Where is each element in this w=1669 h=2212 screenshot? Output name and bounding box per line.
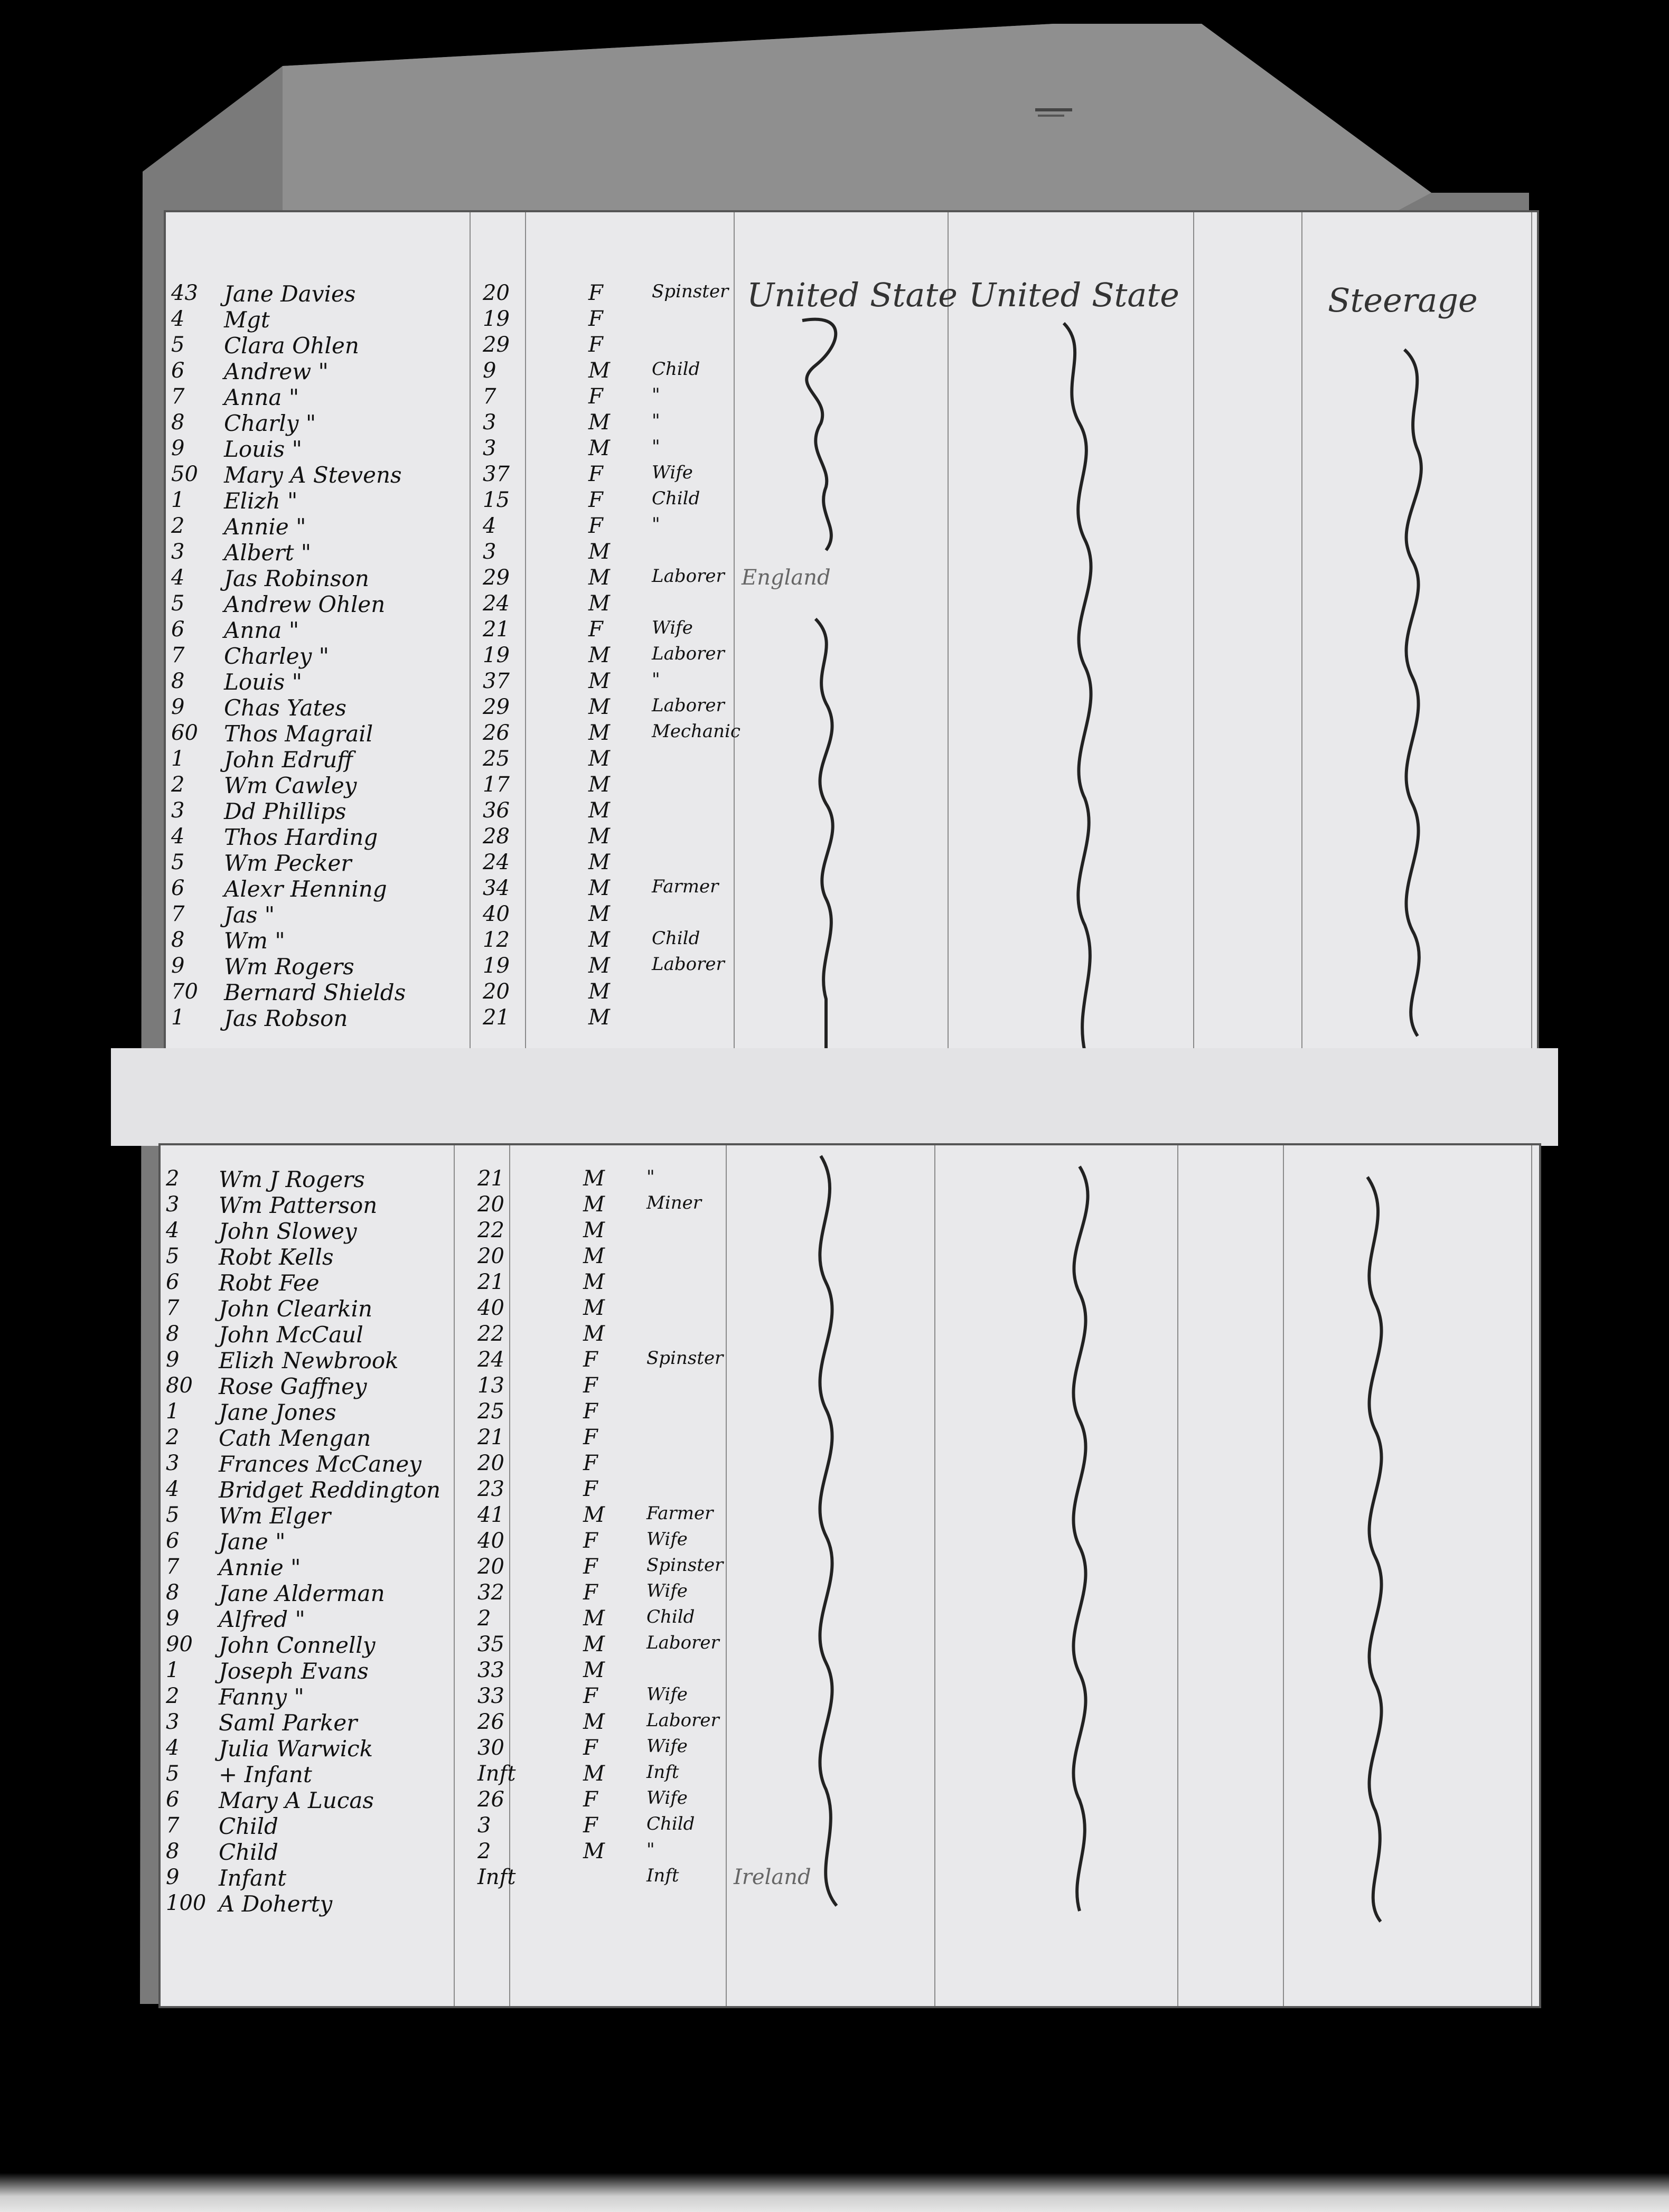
passenger-age: 23	[477, 1477, 504, 1501]
passenger-sex: F	[588, 488, 603, 512]
passenger-name: Robt Kells	[219, 1244, 334, 1270]
passenger-name: Wm Pecker	[224, 850, 352, 876]
passenger-sex: F	[588, 281, 603, 305]
passenger-name: Joseph Evans	[219, 1658, 369, 1684]
passenger-sex: M	[588, 850, 610, 874]
passenger-age: 2	[477, 1839, 491, 1863]
row-number: 6	[166, 1270, 180, 1294]
passenger-age: 20	[477, 1244, 504, 1268]
passenger-sex: M	[583, 1244, 605, 1268]
passenger-age: 3	[483, 410, 496, 435]
passenger-name: Elizh "	[224, 488, 298, 514]
passenger-sex: F	[583, 1399, 598, 1424]
passenger-sex: M	[588, 643, 610, 667]
passenger-occupation: Laborer	[646, 1632, 719, 1653]
row-number: 6	[166, 1529, 180, 1553]
passenger-age: 22	[477, 1322, 504, 1346]
passenger-age: 37	[483, 462, 510, 486]
passenger-age: 32	[477, 1580, 504, 1605]
passenger-sex: F	[583, 1373, 598, 1398]
passenger-age: 3	[477, 1813, 491, 1838]
passenger-age: 21	[477, 1270, 504, 1294]
passenger-age: 28	[483, 824, 510, 849]
passenger-age: 19	[483, 954, 510, 978]
passenger-name: Jas "	[224, 902, 275, 928]
row-number: 7	[171, 902, 185, 926]
passenger-age: 40	[477, 1296, 504, 1320]
passenger-name: John Connelly	[219, 1632, 376, 1658]
passenger-age: 34	[483, 876, 510, 900]
passenger-sex: F	[583, 1555, 598, 1579]
row-number: 1	[171, 1005, 185, 1030]
passenger-age: 29	[483, 566, 510, 590]
passenger-age: 33	[477, 1658, 504, 1682]
passenger-age: 21	[483, 1005, 510, 1030]
passenger-name: Jane Jones	[219, 1399, 336, 1425]
header-country-origin: United State	[747, 276, 958, 314]
row-number: 4	[166, 1736, 180, 1760]
passenger-age: 26	[477, 1787, 504, 1812]
passenger-sex: M	[583, 1762, 605, 1786]
passenger-name: A Doherty	[219, 1891, 333, 1917]
row-number: 3	[166, 1710, 180, 1734]
passenger-age: 37	[483, 669, 510, 693]
row-number: 8	[166, 1580, 180, 1605]
passenger-name: Jane Alderman	[219, 1580, 385, 1606]
row-number: 2	[166, 1166, 180, 1191]
passenger-age: 19	[483, 643, 510, 667]
passenger-age: 9	[483, 359, 496, 383]
row-number: 9	[171, 695, 185, 719]
passenger-sex: M	[588, 591, 610, 616]
passenger-sex: F	[583, 1787, 598, 1812]
passenger-age: 33	[477, 1684, 504, 1708]
row-number: 6	[171, 617, 185, 642]
passenger-name: Annie "	[219, 1555, 301, 1580]
row-number: 1	[166, 1399, 180, 1424]
passenger-age: 13	[477, 1373, 504, 1398]
passenger-sex: M	[588, 980, 610, 1004]
row-number: 1	[171, 747, 185, 771]
passenger-name: Bernard Shields	[224, 980, 406, 1005]
passenger-name: Bridget Reddington	[219, 1477, 441, 1503]
passenger-sex: M	[588, 773, 610, 797]
passenger-sex: M	[583, 1270, 605, 1294]
passenger-sex: M	[588, 540, 610, 564]
passenger-sex: F	[588, 333, 603, 357]
passenger-occupation: Inft	[646, 1762, 679, 1783]
passenger-occupation: "	[652, 514, 660, 535]
passenger-sex: M	[588, 928, 610, 952]
passenger-age: 20	[483, 980, 510, 1004]
passenger-sex: M	[583, 1322, 605, 1346]
passenger-age: 26	[477, 1710, 504, 1734]
passenger-occupation: Wife	[646, 1736, 688, 1757]
passenger-sex: M	[583, 1710, 605, 1734]
passenger-name: Dd Phillips	[224, 798, 346, 824]
row-number: 7	[171, 643, 185, 667]
passenger-name: Frances McCaney	[219, 1451, 421, 1477]
passenger-sex: M	[588, 359, 610, 383]
row-number: 5	[166, 1503, 180, 1527]
header-country-destination: United State	[969, 276, 1179, 314]
passenger-age: 21	[477, 1166, 504, 1191]
row-number: 50	[171, 462, 198, 486]
passenger-name: Wm Cawley	[224, 773, 357, 798]
passenger-sex: F	[583, 1477, 598, 1501]
row-number: 4	[171, 307, 185, 331]
row-number: 6	[166, 1787, 180, 1812]
passenger-name: Alfred "	[219, 1606, 305, 1632]
passenger-sex: M	[588, 747, 610, 771]
row-number: 2	[166, 1684, 180, 1708]
passenger-age: 40	[477, 1529, 504, 1553]
passenger-age: 2	[477, 1606, 491, 1631]
passenger-age: 21	[477, 1425, 504, 1449]
passenger-name: Child	[219, 1839, 278, 1865]
passenger-age: 17	[483, 773, 510, 797]
passenger-occupation: "	[652, 384, 660, 406]
passenger-occupation: Child	[652, 359, 700, 380]
passenger-sex: M	[583, 1658, 605, 1682]
passenger-age: 40	[483, 902, 510, 926]
passenger-occupation: Spinster	[646, 1348, 724, 1369]
passenger-country: England	[742, 566, 831, 590]
passenger-age: 26	[483, 721, 510, 745]
passenger-age: 21	[483, 617, 510, 642]
passenger-occupation: "	[652, 410, 660, 431]
passenger-occupation: Child	[652, 928, 700, 949]
row-number: 1	[166, 1658, 180, 1682]
row-number: 2	[166, 1425, 180, 1449]
passenger-occupation: Wife	[646, 1580, 688, 1602]
passenger-age: 29	[483, 333, 510, 357]
passenger-age: 7	[483, 384, 496, 409]
passenger-name: John Edruff	[224, 747, 353, 773]
passenger-sex: M	[583, 1192, 605, 1217]
passenger-age: 22	[477, 1218, 504, 1243]
passenger-name: Saml Parker	[219, 1710, 358, 1736]
passenger-occupation: Farmer	[646, 1503, 714, 1524]
row-number: 8	[171, 928, 185, 952]
passenger-sex: M	[583, 1218, 605, 1243]
passenger-name: Rose Gaffney	[219, 1373, 367, 1399]
row-number: 8	[166, 1322, 180, 1346]
passenger-sex: M	[583, 1839, 605, 1863]
passenger-age: Inft	[477, 1762, 516, 1786]
passenger-age: 24	[483, 591, 510, 616]
passenger-name: Andrew "	[224, 359, 329, 384]
passenger-name: Jas Robson	[224, 1005, 348, 1031]
passenger-name: Wm J Rogers	[219, 1166, 365, 1192]
row-number: 5	[166, 1762, 180, 1786]
row-number: 9	[166, 1348, 180, 1372]
row-number: 9	[171, 954, 185, 978]
passenger-name: John Slowey	[219, 1218, 357, 1244]
passenger-occupation: Inft	[646, 1865, 679, 1886]
passenger-age: 4	[483, 514, 496, 538]
passenger-name: Child	[219, 1813, 278, 1839]
row-number: 6	[171, 359, 185, 383]
passenger-age: 36	[483, 798, 510, 823]
passenger-age: 24	[477, 1348, 504, 1372]
row-number: 100	[166, 1891, 207, 1915]
passenger-name: Jas Robinson	[224, 566, 369, 591]
passenger-sex: M	[588, 902, 610, 926]
row-number: 8	[171, 410, 185, 435]
passenger-occupation: Child	[646, 1606, 695, 1627]
passenger-name: Julia Warwick	[219, 1736, 373, 1762]
passenger-name: Jane "	[219, 1529, 286, 1555]
passenger-sex: M	[588, 954, 610, 978]
passenger-sex: M	[588, 436, 610, 460]
row-number: 4	[166, 1218, 180, 1243]
passenger-sex: F	[583, 1348, 598, 1372]
passenger-age: Inft	[477, 1865, 516, 1889]
passenger-occupation: Miner	[646, 1192, 701, 1213]
ditto-mark-line	[166, 212, 1537, 1052]
passenger-age: 15	[483, 488, 510, 512]
passenger-occupation: Laborer	[652, 695, 725, 716]
passenger-occupation: "	[652, 669, 660, 690]
passenger-occupation: Child	[652, 488, 700, 509]
passenger-occupation: "	[646, 1839, 655, 1860]
manifest-page-top	[164, 210, 1539, 1054]
passenger-sex: M	[588, 669, 610, 693]
ditto-mark-line	[161, 1145, 1539, 2006]
passenger-name: Thos Magrail	[224, 721, 373, 747]
passenger-sex: M	[583, 1632, 605, 1656]
row-number: 60	[171, 721, 198, 745]
passenger-occupation: "	[652, 436, 660, 457]
passenger-name: Robt Fee	[219, 1270, 320, 1296]
row-number: 7	[171, 384, 185, 409]
passenger-occupation: Wife	[646, 1529, 688, 1550]
passenger-name: Louis "	[224, 436, 302, 462]
passenger-name: John Clearkin	[219, 1296, 373, 1322]
passenger-age: 30	[477, 1736, 504, 1760]
passenger-sex: F	[583, 1451, 598, 1475]
passenger-sex: M	[588, 721, 610, 745]
passenger-occupation: Laborer	[646, 1710, 719, 1731]
passenger-sex: M	[588, 695, 610, 719]
passenger-age: 12	[483, 928, 510, 952]
row-number: 2	[171, 773, 185, 797]
passenger-name: Mgt	[224, 307, 270, 333]
passenger-age: 25	[477, 1399, 504, 1424]
passenger-sex: F	[588, 514, 603, 538]
passenger-occupation: Spinster	[652, 281, 729, 302]
passenger-occupation: Spinster	[646, 1555, 724, 1576]
passenger-name: John McCaul	[219, 1322, 363, 1348]
row-number: 5	[166, 1244, 180, 1268]
row-number: 8	[166, 1839, 180, 1863]
passenger-age: 20	[477, 1555, 504, 1579]
passenger-name: Andrew Ohlen	[224, 591, 386, 617]
passenger-sex: M	[583, 1606, 605, 1631]
passenger-name: Wm "	[224, 928, 285, 954]
passenger-country: Ireland	[734, 1865, 811, 1889]
passenger-occupation: Child	[646, 1813, 695, 1834]
row-number: 5	[171, 333, 185, 357]
header-class: Steerage	[1328, 281, 1478, 319]
passenger-occupation: "	[646, 1166, 655, 1188]
passenger-name: Fanny "	[219, 1684, 304, 1710]
row-number: 3	[166, 1192, 180, 1217]
passenger-name: Charly "	[224, 410, 316, 436]
passenger-age: 35	[477, 1632, 504, 1656]
row-number: 9	[166, 1606, 180, 1631]
passenger-name: Anna "	[224, 384, 299, 410]
binding-gap	[111, 1048, 1558, 1146]
row-number: 4	[171, 566, 185, 590]
passenger-name: Wm Elger	[219, 1503, 331, 1529]
passenger-name: Annie "	[224, 514, 306, 540]
row-number: 3	[171, 798, 185, 823]
row-number: 9	[166, 1865, 180, 1889]
passenger-name: Elizh Newbrook	[219, 1348, 399, 1373]
passenger-name: Chas Yates	[224, 695, 346, 721]
passenger-occupation: Wife	[646, 1684, 688, 1705]
row-number: 4	[171, 824, 185, 849]
passenger-sex: M	[583, 1296, 605, 1320]
row-number: 9	[171, 436, 185, 460]
passenger-sex: M	[588, 798, 610, 823]
row-number: 3	[166, 1451, 180, 1475]
passenger-sex: M	[588, 876, 610, 900]
passenger-occupation: Laborer	[652, 954, 725, 975]
passenger-sex: M	[583, 1503, 605, 1527]
passenger-name: Clara Ohlen	[224, 333, 359, 359]
passenger-name: Anna "	[224, 617, 299, 643]
passenger-sex: F	[583, 1813, 598, 1838]
row-number: 70	[171, 980, 198, 1004]
passenger-age: 20	[477, 1451, 504, 1475]
row-number: 5	[171, 591, 185, 616]
passenger-occupation: Wife	[646, 1787, 688, 1809]
row-number: 5	[171, 850, 185, 874]
manifest-page-bottom	[158, 1143, 1541, 2008]
row-number: 8	[171, 669, 185, 693]
passenger-sex: F	[583, 1580, 598, 1605]
passenger-age: 25	[483, 747, 510, 771]
passenger-occupation: Laborer	[652, 643, 725, 664]
passenger-sex: F	[588, 617, 603, 642]
passenger-name: Mary A Lucas	[219, 1787, 374, 1813]
passenger-occupation: Laborer	[652, 566, 725, 587]
row-number: 43	[171, 281, 198, 305]
passenger-age: 20	[483, 281, 510, 305]
passenger-name: Alexr Henning	[224, 876, 387, 902]
passenger-occupation: Wife	[652, 462, 693, 483]
passenger-age: 3	[483, 436, 496, 460]
passenger-sex: M	[583, 1166, 605, 1191]
passenger-name: Thos Harding	[224, 824, 378, 850]
scanner-edge	[0, 2173, 1669, 2212]
row-number: 7	[166, 1813, 180, 1838]
passenger-sex: M	[588, 824, 610, 849]
passenger-age: 29	[483, 695, 510, 719]
passenger-occupation: Wife	[652, 617, 693, 638]
passenger-name: Albert "	[224, 540, 312, 566]
passenger-occupation: Farmer	[652, 876, 719, 897]
passenger-sex: M	[588, 1005, 610, 1030]
passenger-occupation: Mechanic	[652, 721, 740, 742]
passenger-name: Louis "	[224, 669, 302, 695]
passenger-name: + Infant	[219, 1762, 312, 1787]
row-number: 2	[171, 514, 185, 538]
passenger-age: 41	[477, 1503, 504, 1527]
passenger-sex: F	[588, 462, 603, 486]
passenger-sex: F	[583, 1736, 598, 1760]
passenger-sex: F	[583, 1425, 598, 1449]
row-number: 7	[166, 1296, 180, 1320]
passenger-age: 24	[483, 850, 510, 874]
row-number: 6	[171, 876, 185, 900]
passenger-name: Charley "	[224, 643, 329, 669]
passenger-name: Cath Mengan	[219, 1425, 371, 1451]
passenger-age: 3	[483, 540, 496, 564]
row-number: 1	[171, 488, 185, 512]
row-number: 4	[166, 1477, 180, 1501]
passenger-sex: M	[588, 566, 610, 590]
passenger-name: Wm Patterson	[219, 1192, 378, 1218]
row-number: 3	[171, 540, 185, 564]
passenger-sex: F	[583, 1529, 598, 1553]
passenger-age: 19	[483, 307, 510, 331]
passenger-name: Wm Rogers	[224, 954, 354, 980]
passenger-sex: F	[588, 307, 603, 331]
passenger-age: 20	[477, 1192, 504, 1217]
passenger-sex: F	[583, 1684, 598, 1708]
passenger-name: Jane Davies	[224, 281, 356, 307]
passenger-sex: F	[588, 384, 603, 409]
row-number: 80	[166, 1373, 193, 1398]
passenger-sex: M	[588, 410, 610, 435]
row-number: 90	[166, 1632, 193, 1656]
passenger-name: Mary A Stevens	[224, 462, 402, 488]
passenger-name: Infant	[219, 1865, 287, 1891]
row-number: 7	[166, 1555, 180, 1579]
